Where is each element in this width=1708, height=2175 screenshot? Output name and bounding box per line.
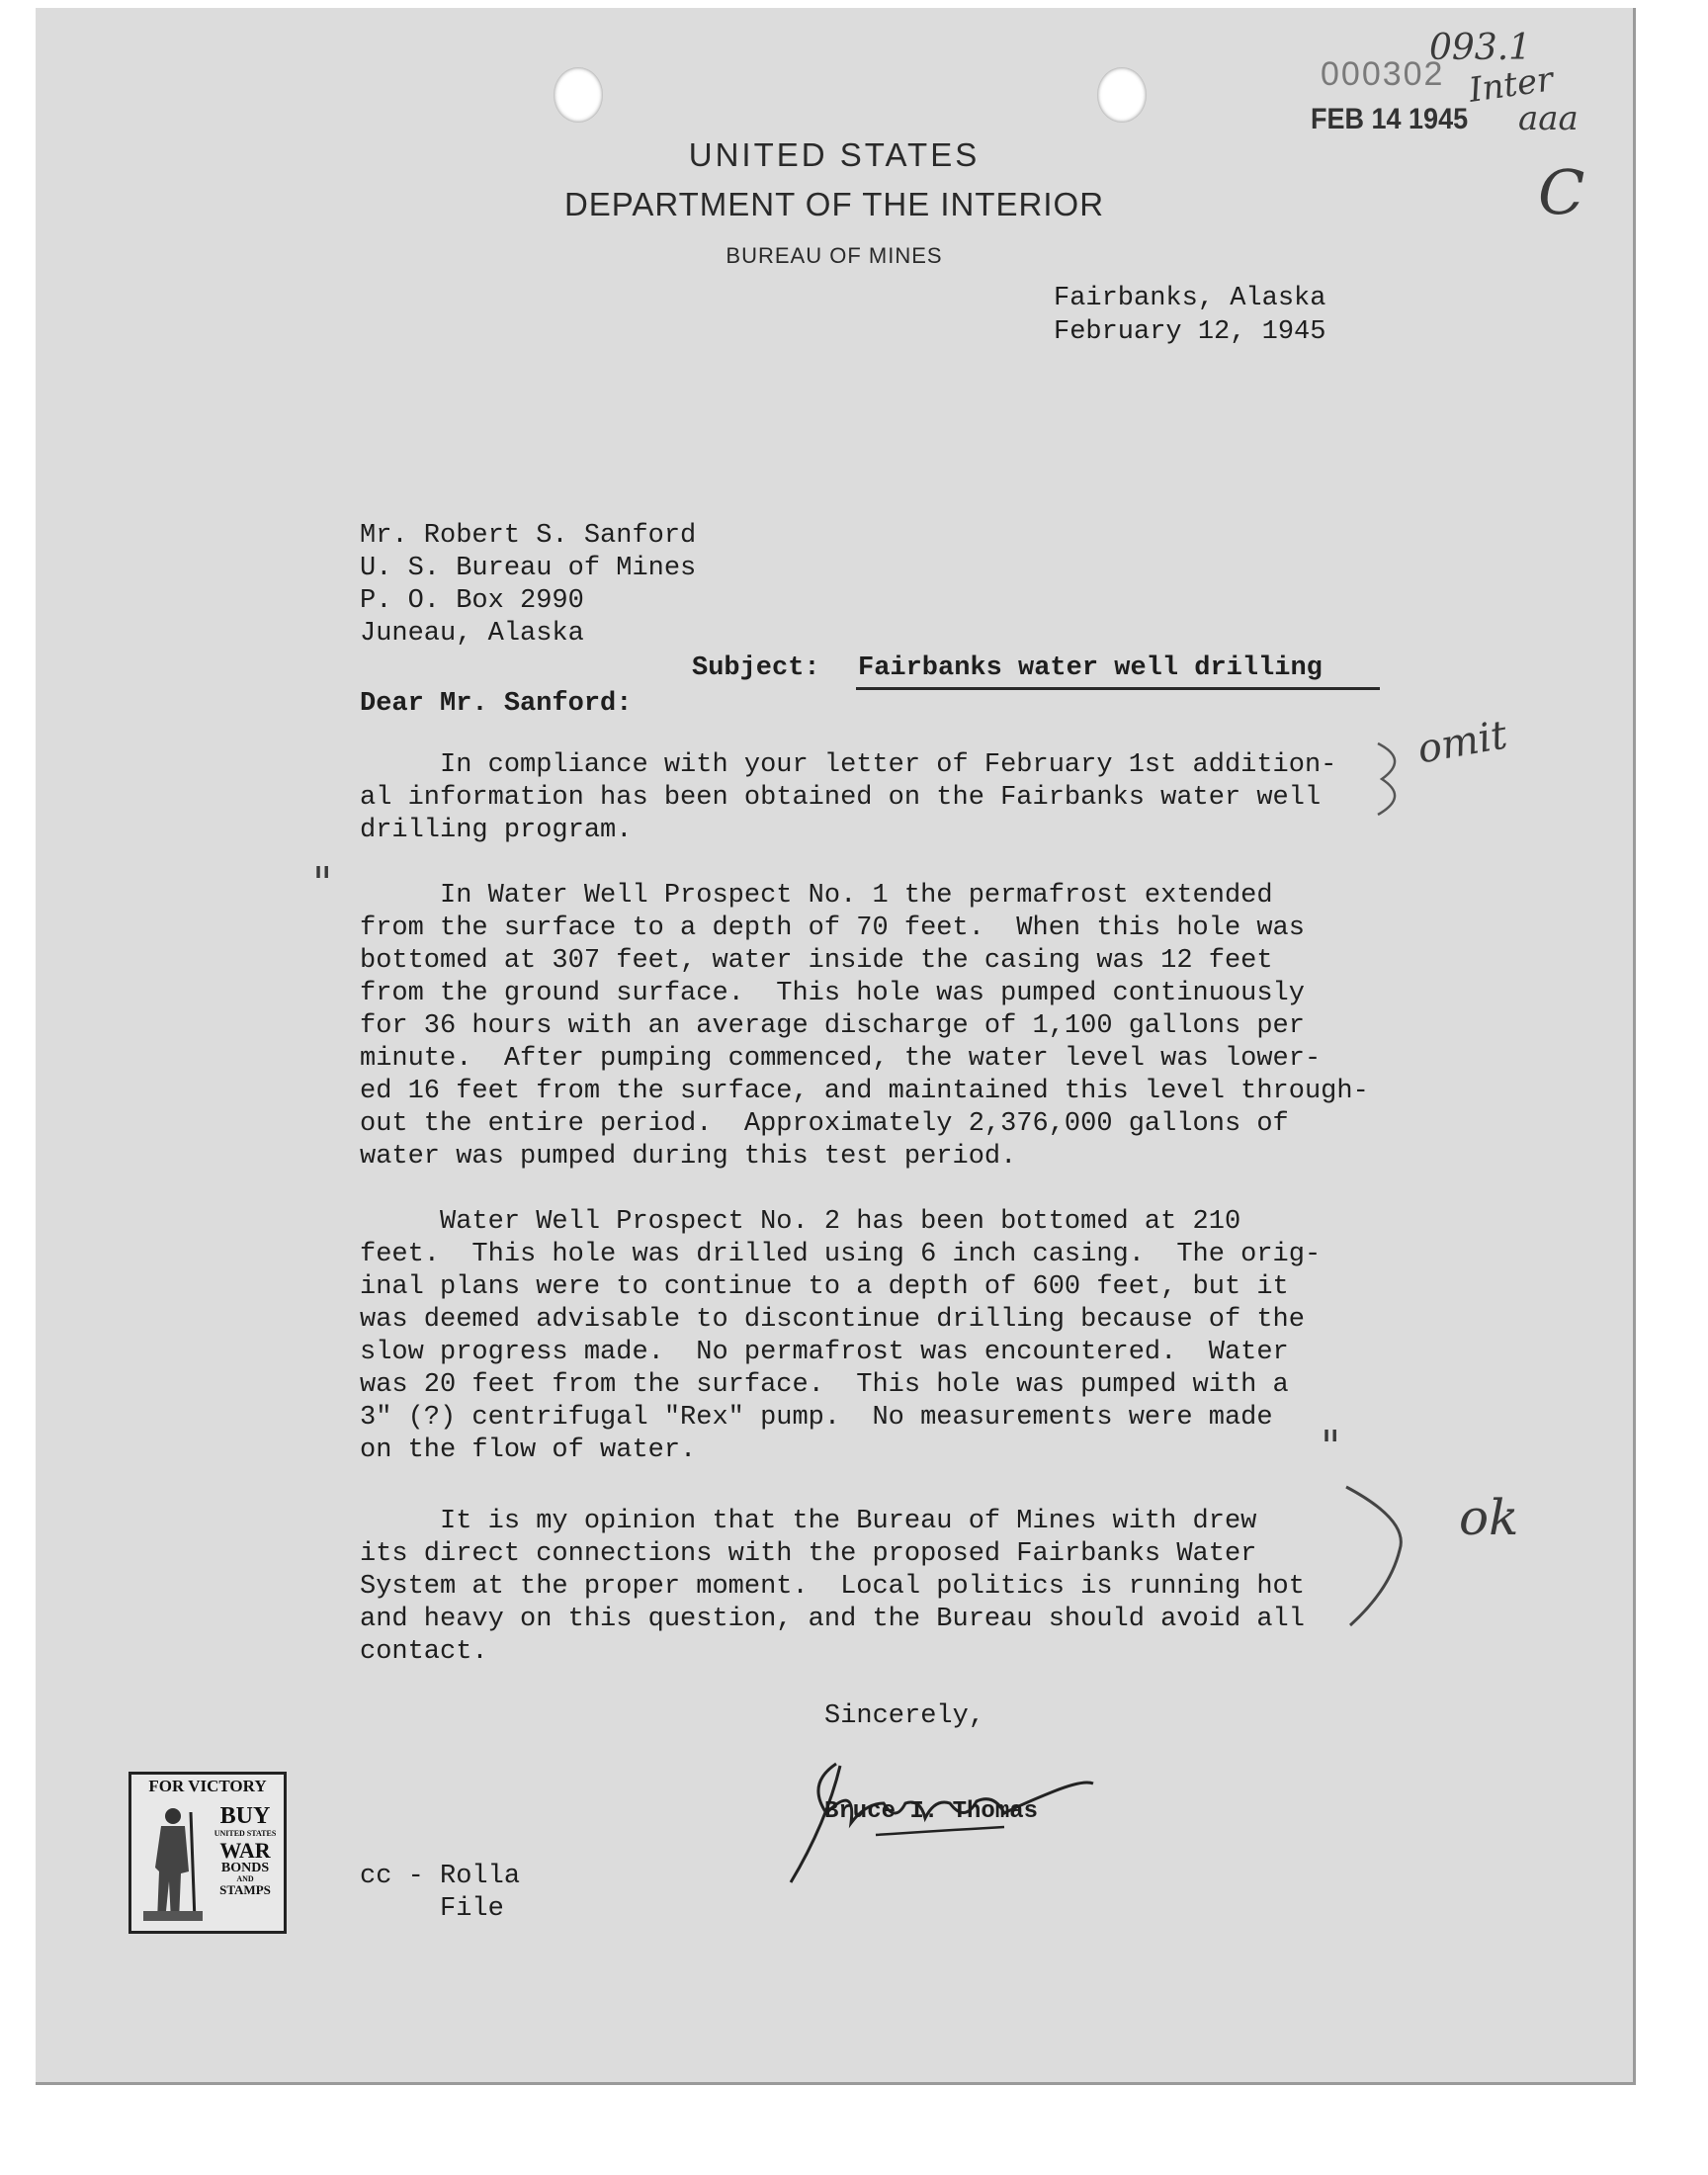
body-line: out the entire period. Approximately 2,376,000 gallons of	[360, 1109, 1289, 1139]
salutation: Dear Mr. Sanford:	[360, 689, 633, 719]
recipient-name: Mr. Robert S. Sanford	[360, 521, 697, 551]
letter-page	[36, 8, 1636, 2085]
body-line: its direct connections with the proposed Fairbanks Water	[360, 1539, 1257, 1569]
handwritten-ok: ok	[1459, 1489, 1519, 1546]
letterhead-line-2: DEPARTMENT OF THE INTERIOR	[563, 186, 1105, 222]
body-line: minute. After pumping commenced, the water level was lower-	[360, 1044, 1322, 1074]
handwritten-quote-mark-2: "	[1321, 1422, 1341, 1472]
poster-and: AND	[236, 1874, 254, 1883]
body-line: for 36 hours with an average discharge of 1,100 gallons per	[360, 1011, 1305, 1041]
body-line: System at the proper moment. Local politics is running hot	[360, 1572, 1305, 1602]
closing: Sincerely,	[824, 1701, 985, 1731]
signer-name: Bruce I. Thomas	[824, 1798, 1039, 1825]
cc-line-2: File	[360, 1894, 504, 1924]
poster-war: WAR	[219, 1838, 271, 1863]
body-line: from the ground surface. This hole was pumped continuously	[360, 979, 1305, 1008]
war-bonds-poster	[128, 1772, 287, 1934]
body-line: slow progress made. No permafrost was encountered. Water	[360, 1338, 1289, 1367]
body-line: water was pumped during this test period.	[360, 1142, 1017, 1172]
body-line: bottomed at 307 feet, water inside the casing was 12 feet	[360, 946, 1273, 976]
body-line: was deemed advisable to discontinue drilling because of the	[360, 1305, 1305, 1335]
handwritten-file-code: 093.1	[1429, 28, 1532, 68]
recipient-org: U. S. Bureau of Mines	[360, 554, 697, 583]
poster-stamps: STAMPS	[219, 1882, 271, 1897]
cc-line-1: cc - Rolla	[360, 1862, 521, 1891]
letterhead-line-3: BUREAU OF MINES	[726, 243, 943, 268]
punch-hole-right	[1097, 67, 1147, 123]
minuteman-figure-icon	[139, 1802, 209, 1927]
poster-text	[213, 1804, 278, 1896]
body-line: In compliance with your letter of February 1st addition-	[360, 750, 1337, 780]
body-line: al information has been obtained on the Fairbanks water well	[360, 783, 1322, 813]
body-line: In Water Well Prospect No. 1 the permafrost extended	[360, 881, 1273, 911]
handwritten-bracket-ok	[1340, 1481, 1409, 1629]
poster-united-states: UNITED STATES	[214, 1829, 277, 1838]
stamp-number: 000302	[1321, 55, 1445, 93]
body-line: contact.	[360, 1637, 488, 1667]
body-line: was 20 feet from the surface. This hole was pumped with a	[360, 1370, 1289, 1400]
poster-buy: BUY	[219, 1803, 271, 1829]
handwritten-c-mark: C	[1538, 156, 1585, 228]
recipient-city: Juneau, Alaska	[360, 619, 584, 649]
date-line: February 12, 1945	[1054, 317, 1326, 347]
handwritten-quote-mark-1: "	[312, 858, 333, 909]
body-line: drilling program.	[360, 816, 633, 845]
letterhead-line-1: UNITED STATES	[688, 136, 981, 173]
punch-hole-left	[554, 67, 603, 123]
body-line: from the surface to a depth of 70 feet. When this hole was	[360, 914, 1305, 943]
handwritten-inter: Inter	[1466, 59, 1556, 111]
subject-underline	[856, 687, 1380, 690]
body-line: feet. This hole was drilled using 6 inch casing. The orig-	[360, 1240, 1322, 1269]
handwritten-omit: omit	[1413, 712, 1511, 773]
body-line: on the flow of water.	[360, 1436, 697, 1465]
poster-for-victory: FOR VICTORY	[148, 1777, 267, 1795]
body-line: 3" (?) centrifugal "Rex" pump. No measurements were made	[360, 1403, 1273, 1433]
handwritten-aaa: aaa	[1518, 99, 1579, 138]
body-line: inal plans were to continue to a depth of 600 feet, but it	[360, 1272, 1289, 1302]
stamp-date: FEB 14 1945	[1311, 103, 1469, 135]
place-line: Fairbanks, Alaska	[1054, 284, 1326, 313]
body-line: Water Well Prospect No. 2 has been bottomed at 210	[360, 1207, 1241, 1237]
body-line: and heavy on this question, and the Bureau should avoid all	[360, 1605, 1305, 1634]
recipient-box: P. O. Box 2990	[360, 586, 584, 616]
subject-text: Fairbanks water well drilling	[858, 653, 1323, 683]
poster-bonds: BONDS	[220, 1861, 270, 1875]
body-line: ed 16 feet from the surface, and maintained this level through-	[360, 1077, 1369, 1106]
body-line: It is my opinion that the Bureau of Mines with drew	[360, 1507, 1257, 1536]
subject-label: Subject:	[692, 653, 820, 683]
